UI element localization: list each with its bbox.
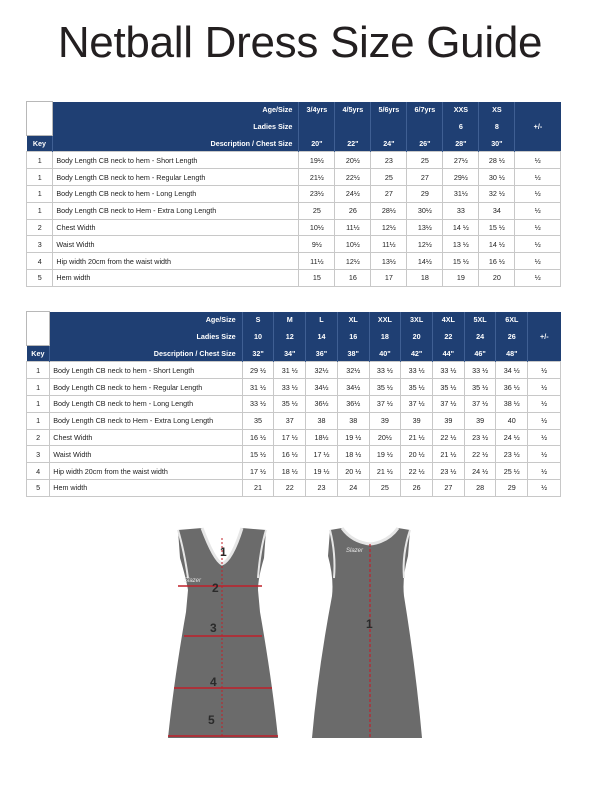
description-cell: Chest Width <box>50 429 242 446</box>
description-cell: Body Length CB neck to hem - Short Length <box>50 362 242 379</box>
value-cell: 14½ <box>407 253 443 270</box>
value-cell: 35 ½ <box>401 379 433 396</box>
value-cell: 29 <box>407 185 443 202</box>
description-cell: Body Length CB neck to hem - Long Length <box>53 185 299 202</box>
header-blank-cell <box>27 102 53 136</box>
value-cell: 20½ <box>369 429 401 446</box>
chest-size-cell: 22" <box>335 135 371 152</box>
header-row-chest <box>27 135 561 152</box>
value-cell: 40 <box>496 412 528 429</box>
value-cell: 37 ½ <box>433 395 465 412</box>
dress-back <box>312 528 422 738</box>
age-size-cell: L <box>306 312 338 329</box>
value-cell: 18 ½ <box>337 446 369 463</box>
chest-size-cell: 38" <box>337 345 369 362</box>
value-cell: 19½ <box>299 152 335 169</box>
tolerance-cell: ½ <box>528 395 561 412</box>
value-cell: 15 <box>299 269 335 286</box>
label-4: 4 <box>210 675 217 689</box>
key-cell: 4 <box>27 463 50 480</box>
value-cell: 20 <box>479 269 515 286</box>
value-cell: 15 ½ <box>479 219 515 236</box>
ladies-size-cell: 6 <box>443 118 479 135</box>
ladies-size-cell <box>371 118 407 135</box>
table-row <box>27 202 561 219</box>
table-row <box>27 429 561 446</box>
value-cell: 22 ½ <box>401 463 433 480</box>
value-cell: 21 ½ <box>369 463 401 480</box>
value-cell: 34 <box>479 202 515 219</box>
value-cell: 18 ½ <box>274 463 306 480</box>
value-cell: 21 ½ <box>401 429 433 446</box>
value-cell: 25 <box>369 479 401 496</box>
table-row <box>27 463 561 480</box>
key-cell: 1 <box>27 412 50 429</box>
value-cell: 14 ½ <box>443 219 479 236</box>
value-cell: 37 ½ <box>464 395 496 412</box>
value-cell: 33 ½ <box>369 362 401 379</box>
description-cell: Body Length CB neck to Hem - Extra Long Length <box>53 202 299 219</box>
key-header: Key <box>27 345 50 362</box>
ladies-size-cell: 18 <box>369 328 401 345</box>
tolerance-cell: ½ <box>528 412 561 429</box>
label-2: 2 <box>212 581 219 595</box>
ladies-size-cell: 20 <box>401 328 433 345</box>
value-cell: 12½ <box>335 253 371 270</box>
key-cell: 3 <box>27 446 50 463</box>
value-cell: 18½ <box>306 429 338 446</box>
value-cell: 32½ <box>337 362 369 379</box>
value-cell: 39 <box>369 412 401 429</box>
description-cell: Chest Width <box>53 219 299 236</box>
front-logo: Slazer <box>184 578 202 584</box>
value-cell: 33 ½ <box>274 379 306 396</box>
key-header: Key <box>27 135 53 152</box>
ladies-size-cell: 26 <box>496 328 528 345</box>
value-cell: 23 ½ <box>433 463 465 480</box>
value-cell: 33 ½ <box>464 362 496 379</box>
description-cell: Hip width 20cm from the waist width <box>50 463 242 480</box>
chest-size-cell: 20" <box>299 135 335 152</box>
chest-size-cell: 48" <box>496 345 528 362</box>
table-row <box>27 253 561 270</box>
tolerance-cell: ½ <box>528 479 561 496</box>
value-cell: 32½ <box>306 362 338 379</box>
key-cell: 3 <box>27 236 53 253</box>
value-cell: 38 <box>337 412 369 429</box>
header-row-age <box>27 312 561 329</box>
age-size-cell: 3XL <box>401 312 433 329</box>
value-cell: 13 ½ <box>443 236 479 253</box>
key-cell: 1 <box>27 185 53 202</box>
value-cell: 25 <box>299 202 335 219</box>
age-size-cell: 6XL <box>496 312 528 329</box>
ladies-size-cell: 24 <box>464 328 496 345</box>
description-cell: Body Length CB neck to hem - Regular Length <box>50 379 242 396</box>
description-cell: Waist Width <box>50 446 242 463</box>
value-cell: 33 ½ <box>401 362 433 379</box>
table-row <box>27 169 561 186</box>
chest-size-cell: 32" <box>242 345 274 362</box>
value-cell: 31 ½ <box>274 362 306 379</box>
description-cell: Body Length CB neck to hem - Short Length <box>53 152 299 169</box>
table-row <box>27 446 561 463</box>
value-cell: 26 <box>335 202 371 219</box>
chest-size-cell: 30" <box>479 135 515 152</box>
header-row-ladies <box>27 118 561 135</box>
value-cell: 37 <box>274 412 306 429</box>
value-cell: 34½ <box>306 379 338 396</box>
key-cell: 4 <box>27 253 53 270</box>
chest-size-cell: 24" <box>371 135 407 152</box>
header-row-chest <box>27 345 561 362</box>
value-cell: 23 ½ <box>464 429 496 446</box>
page-title: Netball Dress Size Guide <box>57 18 543 67</box>
table-row <box>27 412 561 429</box>
description-cell: Body Length CB neck to hem - Long Length <box>50 395 242 412</box>
age-size-cell: S <box>242 312 274 329</box>
header-blank-cell <box>27 312 50 346</box>
value-cell: 13½ <box>407 219 443 236</box>
value-cell: 35 ½ <box>274 395 306 412</box>
ladies-size-cell <box>299 118 335 135</box>
age-size-cell: 6/7yrs <box>407 102 443 119</box>
value-cell: 24 ½ <box>496 429 528 446</box>
age-size-cell: 4/5yrs <box>335 102 371 119</box>
ladies-size-cell: 14 <box>306 328 338 345</box>
tolerance-cell: ½ <box>515 202 561 219</box>
value-cell: 39 <box>401 412 433 429</box>
table-row <box>27 236 561 253</box>
value-cell: 38 ½ <box>496 395 528 412</box>
value-cell: 22½ <box>335 169 371 186</box>
tolerance-cell: ½ <box>515 236 561 253</box>
age-size-cell: XL <box>337 312 369 329</box>
label-3: 3 <box>210 621 217 635</box>
key-cell: 5 <box>27 479 50 496</box>
chest-size-cell: 40" <box>369 345 401 362</box>
key-cell: 2 <box>27 219 53 236</box>
value-cell: 31½ <box>443 185 479 202</box>
value-cell: 30 ½ <box>479 169 515 186</box>
value-cell: 22 <box>274 479 306 496</box>
value-cell: 16 ½ <box>274 446 306 463</box>
ladies-size-cell: 10 <box>242 328 274 345</box>
value-cell: 36 ½ <box>496 379 528 396</box>
key-cell: 1 <box>27 202 53 219</box>
value-cell: 24 ½ <box>464 463 496 480</box>
value-cell: 26 <box>401 479 433 496</box>
value-cell: 22 ½ <box>433 429 465 446</box>
value-cell: 38 <box>306 412 338 429</box>
tolerance-cell: ½ <box>515 219 561 236</box>
age-size-cell: XXS <box>443 102 479 119</box>
chest-size-cell: 36" <box>306 345 338 362</box>
value-cell: 28 ½ <box>479 152 515 169</box>
description-cell: Hem width <box>53 269 299 286</box>
key-cell: 1 <box>27 379 50 396</box>
value-cell: 19 <box>443 269 479 286</box>
value-cell: 39 <box>464 412 496 429</box>
age-size-cell: M <box>274 312 306 329</box>
plus-minus-header: +/- <box>528 312 561 362</box>
tolerance-cell: ½ <box>515 169 561 186</box>
value-cell: 20 ½ <box>401 446 433 463</box>
age-size-cell: 4XL <box>433 312 465 329</box>
value-cell: 28½ <box>371 202 407 219</box>
tolerance-cell: ½ <box>528 379 561 396</box>
value-cell: 17 ½ <box>306 446 338 463</box>
description-cell: Body Length CB neck to Hem - Extra Long Length <box>50 412 242 429</box>
label-1-front: 1 <box>220 545 227 559</box>
value-cell: 23 <box>371 152 407 169</box>
value-cell: 27 <box>407 169 443 186</box>
tolerance-cell: ½ <box>515 253 561 270</box>
value-cell: 11½ <box>335 219 371 236</box>
value-cell: 24 <box>337 479 369 496</box>
tolerance-cell: ½ <box>528 362 561 379</box>
value-cell: 25 <box>371 169 407 186</box>
value-cell: 35 ½ <box>369 379 401 396</box>
label-5: 5 <box>208 713 215 727</box>
value-cell: 36½ <box>337 395 369 412</box>
description-header: Description / Chest Size <box>50 345 242 362</box>
label-1-back: 1 <box>366 617 373 631</box>
value-cell: 21 ½ <box>433 446 465 463</box>
value-cell: 25 <box>407 152 443 169</box>
value-cell: 19 ½ <box>369 446 401 463</box>
key-cell: 1 <box>27 362 50 379</box>
tolerance-cell: ½ <box>528 463 561 480</box>
value-cell: 29 <box>496 479 528 496</box>
value-cell: 35 <box>242 412 274 429</box>
table-row <box>27 219 561 236</box>
table-row <box>27 395 561 412</box>
age-size-cell: XS <box>479 102 515 119</box>
key-cell: 2 <box>27 429 50 446</box>
value-cell: 11½ <box>371 236 407 253</box>
tolerance-cell: ½ <box>515 185 561 202</box>
dress-front <box>168 528 278 738</box>
value-cell: 31 ½ <box>242 379 274 396</box>
value-cell: 19 ½ <box>306 463 338 480</box>
value-cell: 14 ½ <box>479 236 515 253</box>
ladies-size-cell: 16 <box>337 328 369 345</box>
value-cell: 18 <box>407 269 443 286</box>
value-cell: 39 <box>433 412 465 429</box>
key-cell: 5 <box>27 269 53 286</box>
value-cell: 28 <box>464 479 496 496</box>
value-cell: 34½ <box>337 379 369 396</box>
size-table-ladies <box>26 311 561 497</box>
age-size-cell: 3/4yrs <box>299 102 335 119</box>
value-cell: 15 ½ <box>443 253 479 270</box>
value-cell: 19 ½ <box>337 429 369 446</box>
value-cell: 23 <box>306 479 338 496</box>
chest-size-cell: 42" <box>401 345 433 362</box>
age-size-label: Age/Size <box>53 102 299 119</box>
value-cell: 27½ <box>443 152 479 169</box>
ladies-size-label: Ladies Size <box>53 118 299 135</box>
tolerance-cell: ½ <box>515 269 561 286</box>
key-cell: 1 <box>27 152 53 169</box>
value-cell: 17 ½ <box>242 463 274 480</box>
table-row <box>27 152 561 169</box>
ladies-size-cell: 8 <box>479 118 515 135</box>
value-cell: 21½ <box>299 169 335 186</box>
value-cell: 12½ <box>407 236 443 253</box>
dress-diagram <box>140 520 460 780</box>
value-cell: 23 ½ <box>496 446 528 463</box>
value-cell: 33 ½ <box>433 362 465 379</box>
table-row <box>27 362 561 379</box>
age-size-cell: XXL <box>369 312 401 329</box>
age-size-cell: 5/6yrs <box>371 102 407 119</box>
value-cell: 23½ <box>299 185 335 202</box>
value-cell: 35 ½ <box>433 379 465 396</box>
age-size-label: Age/Size <box>50 312 242 329</box>
description-cell: Hip width 20cm from the waist width <box>53 253 299 270</box>
value-cell: 17 ½ <box>274 429 306 446</box>
chest-size-cell: 44" <box>433 345 465 362</box>
tolerance-cell: ½ <box>528 446 561 463</box>
value-cell: 15 ½ <box>242 446 274 463</box>
value-cell: 10½ <box>335 236 371 253</box>
value-cell: 25 ½ <box>496 463 528 480</box>
ladies-size-cell: 12 <box>274 328 306 345</box>
back-logo: Slazer <box>346 548 364 554</box>
value-cell: 13½ <box>371 253 407 270</box>
value-cell: 21 <box>242 479 274 496</box>
key-cell: 1 <box>27 395 50 412</box>
value-cell: 16 <box>335 269 371 286</box>
value-cell: 29 ½ <box>242 362 274 379</box>
value-cell: 12½ <box>371 219 407 236</box>
plus-minus-header: +/- <box>515 102 561 152</box>
table-row <box>27 185 561 202</box>
header-row-ladies <box>27 328 561 345</box>
value-cell: 36½ <box>306 395 338 412</box>
value-cell: 27 <box>371 185 407 202</box>
table-row <box>27 479 561 496</box>
value-cell: 10½ <box>299 219 335 236</box>
value-cell: 32 ½ <box>479 185 515 202</box>
tolerance-cell: ½ <box>515 152 561 169</box>
value-cell: 35 ½ <box>464 379 496 396</box>
description-cell: Waist Width <box>53 236 299 253</box>
ladies-size-label: Ladies Size <box>50 328 242 345</box>
value-cell: 24½ <box>335 185 371 202</box>
value-cell: 33 <box>443 202 479 219</box>
value-cell: 34 ½ <box>496 362 528 379</box>
size-table-kids <box>26 101 561 287</box>
tolerance-cell: ½ <box>528 429 561 446</box>
chest-size-cell: 46" <box>464 345 496 362</box>
table-row <box>27 269 561 286</box>
age-size-cell: 5XL <box>464 312 496 329</box>
description-cell: Hem width <box>50 479 242 496</box>
chest-size-cell: 34" <box>274 345 306 362</box>
description-cell: Body Length CB neck to hem - Regular Length <box>53 169 299 186</box>
value-cell: 33 ½ <box>242 395 274 412</box>
value-cell: 22 ½ <box>464 446 496 463</box>
value-cell: 16 ½ <box>242 429 274 446</box>
value-cell: 20½ <box>335 152 371 169</box>
value-cell: 30½ <box>407 202 443 219</box>
value-cell: 9½ <box>299 236 335 253</box>
chest-size-cell: 26" <box>407 135 443 152</box>
value-cell: 11½ <box>299 253 335 270</box>
key-cell: 1 <box>27 169 53 186</box>
chest-size-cell: 28" <box>443 135 479 152</box>
header-row-age <box>27 102 561 119</box>
ladies-size-cell <box>407 118 443 135</box>
value-cell: 16 ½ <box>479 253 515 270</box>
ladies-size-cell: 22 <box>433 328 465 345</box>
value-cell: 20 ½ <box>337 463 369 480</box>
value-cell: 37 ½ <box>401 395 433 412</box>
description-header: Description / Chest Size <box>53 135 299 152</box>
value-cell: 37 ½ <box>369 395 401 412</box>
ladies-size-cell <box>335 118 371 135</box>
table-row <box>27 379 561 396</box>
value-cell: 17 <box>371 269 407 286</box>
value-cell: 27 <box>433 479 465 496</box>
value-cell: 29½ <box>443 169 479 186</box>
